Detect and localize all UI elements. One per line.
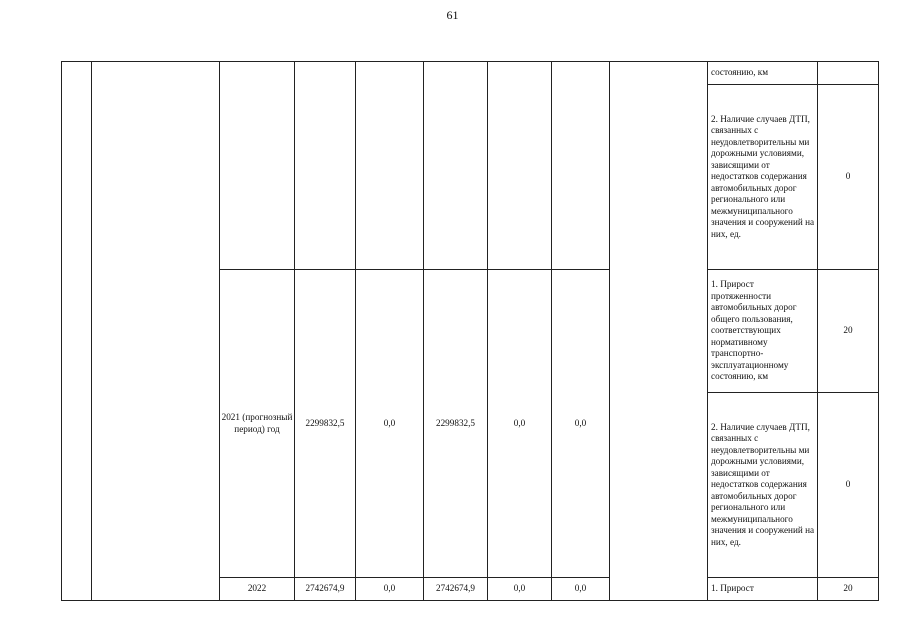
funding-cell bbox=[424, 62, 488, 270]
value-cell: 0 bbox=[818, 85, 879, 270]
funding-cell: 2742674,9 bbox=[424, 578, 488, 601]
funding-cell: 0,0 bbox=[552, 578, 610, 601]
value-cell bbox=[818, 62, 879, 85]
total-cell bbox=[295, 62, 356, 270]
funding-cell bbox=[552, 62, 610, 270]
funding-cell: 0,0 bbox=[356, 270, 424, 578]
year-cell: 2021 (прогнозный период) год bbox=[220, 270, 295, 578]
funding-cell: 0,0 bbox=[488, 578, 552, 601]
funding-cell bbox=[356, 62, 424, 270]
funding-cell: 0,0 bbox=[552, 270, 610, 578]
indicator-cell: состоянию, км bbox=[708, 62, 818, 85]
value-cell: 20 bbox=[818, 270, 879, 393]
year-cell: 2022 bbox=[220, 578, 295, 601]
funding-cell bbox=[488, 62, 552, 270]
funding-cell: 0,0 bbox=[488, 270, 552, 578]
number-cell bbox=[62, 62, 92, 601]
funding-cell: 0,0 bbox=[356, 578, 424, 601]
indicator-cell: 1. Прирост протяженности автомобильных дорог общего пользования, соответствующих нормативному транспортно-эксплуатационному состоянию, км bbox=[708, 270, 818, 393]
funding-cell: 2299832,5 bbox=[424, 270, 488, 578]
program-table bbox=[61, 61, 879, 601]
indicator-cell: 1. Прирост bbox=[708, 578, 818, 601]
indicator-cell: 2. Наличие случаев ДТП, связанных с неудовлетворительны ми дорожными условиями, зависящими от недостатков содержания автомобильных дорог регионального или межмуниципального значения и сооружений на них, ед. bbox=[708, 85, 818, 270]
table-row bbox=[62, 62, 879, 85]
indicator-cell: 2. Наличие случаев ДТП, связанных с неудовлетворительны ми дорожными условиями, зависящими от недостатков содержания автомобильных дорог регионального или межмуниципального значения и сооружений на них, ед. bbox=[708, 393, 818, 578]
value-cell: 0 bbox=[818, 393, 879, 578]
total-cell: 2742674,9 bbox=[295, 578, 356, 601]
year-cell bbox=[220, 62, 295, 270]
page-number: 61 bbox=[446, 8, 459, 22]
total-cell: 2299832,5 bbox=[295, 270, 356, 578]
executor-cell bbox=[610, 62, 708, 601]
program-name-cell bbox=[92, 62, 220, 601]
value-cell: 20 bbox=[818, 578, 879, 601]
